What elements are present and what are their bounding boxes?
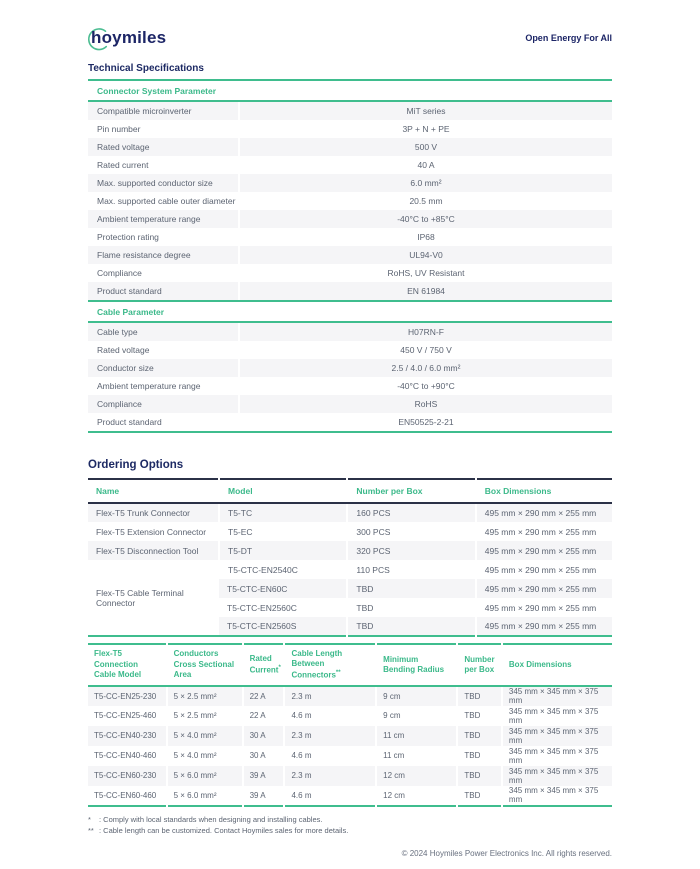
spec-row	[88, 395, 612, 413]
dims-cell: 495 mm × 290 mm × 255 mm	[476, 503, 612, 522]
qty-cell: TBD	[347, 579, 475, 598]
spec-label: Ambient temperature range	[88, 210, 238, 228]
spec-row	[88, 156, 612, 174]
data-cell: 345 mm × 345 mm × 375 mm	[502, 706, 612, 726]
table-row	[88, 746, 612, 766]
spec-value: RoHS, UV Resistant	[387, 268, 465, 278]
footnote-marker: *	[88, 814, 91, 824]
data-cell: 4.6 m	[284, 706, 376, 726]
spec-value: 40 A	[417, 160, 435, 170]
column-header: Flex-T5 Connection Cable Model	[88, 644, 167, 686]
spec-value: IP68	[417, 232, 435, 242]
data-cell: 5 × 4.0 mm²	[167, 726, 243, 746]
qty-cell: 110 PCS	[347, 560, 475, 579]
table-row	[88, 726, 612, 746]
footnote	[88, 814, 612, 826]
model-cell: T5-CTC-EN2540C	[219, 560, 347, 579]
data-cell: TBD	[457, 706, 502, 726]
spec-value: EN50525-2-21	[398, 417, 454, 427]
spec-section	[88, 81, 612, 302]
data-cell: 5 × 2.5 mm²	[167, 686, 243, 706]
footnote-text: : Comply with local standards when designing and installing cables.	[99, 814, 323, 824]
data-cell: 345 mm × 345 mm × 375 mm	[502, 686, 612, 706]
data-cell: 2.3 m	[284, 766, 376, 786]
data-cell: T5-CC-EN25-230	[88, 686, 167, 706]
dims-cell: 495 mm × 290 mm × 255 mm	[476, 617, 612, 636]
data-cell: 5 × 6.0 mm²	[167, 766, 243, 786]
spec-row	[88, 377, 612, 395]
data-cell: TBD	[457, 726, 502, 746]
spec-label: Max. supported cable outer diameter	[97, 196, 236, 206]
spec-section-title: Connector System Parameter	[88, 81, 612, 102]
dims-cell: 495 mm × 290 mm × 255 mm	[476, 598, 612, 617]
data-cell: 345 mm × 345 mm × 375 mm	[502, 726, 612, 746]
data-cell: 345 mm × 345 mm × 375 mm	[502, 766, 612, 786]
qty-cell: 160 PCS	[347, 503, 475, 522]
column-header: Number per Box	[347, 479, 475, 503]
column-header: Name	[88, 479, 219, 503]
spec-value: -40°C to +90°C	[397, 381, 455, 391]
table-row	[88, 560, 612, 579]
data-cell: 22 A	[243, 706, 285, 726]
technical-spec-sections	[88, 81, 612, 433]
data-cell: 9 cm	[376, 706, 457, 726]
model-cell: T5-EC	[219, 522, 347, 541]
model-cell: T5-DT	[219, 541, 347, 560]
data-cell: T5-CC-EN60-230	[88, 766, 167, 786]
table-row	[88, 541, 612, 560]
data-cell: TBD	[457, 766, 502, 786]
data-cell: 39 A	[243, 766, 285, 786]
page-title: Technical Specifications	[88, 63, 612, 81]
column-header: Conductors Cross Sectional Area	[167, 644, 243, 686]
hoymiles-logo	[88, 25, 166, 51]
table-header-row	[88, 479, 612, 503]
spec-row	[88, 282, 612, 300]
spec-value: UL94-V0	[240, 246, 612, 264]
spec-value: 3P + N + PE	[402, 124, 450, 134]
data-cell: T5-CC-EN25-460	[94, 711, 157, 721]
spec-row	[88, 192, 612, 210]
column-header: Number per Box	[457, 644, 502, 686]
data-cell: 12 cm	[376, 786, 457, 806]
spec-label: Max. supported conductor size	[88, 174, 238, 192]
spec-section	[88, 302, 612, 433]
spec-label: Product standard	[97, 417, 162, 427]
data-cell: TBD	[457, 786, 502, 806]
column-header: Rated Current*	[243, 644, 285, 686]
name-cell: Flex-T5 Extension Connector	[96, 526, 207, 537]
data-cell: 5 × 6.0 mm²	[167, 786, 243, 806]
data-cell: 5 × 2.5 mm²	[167, 706, 243, 726]
data-cell: 12 cm	[376, 766, 457, 786]
table-row	[88, 766, 612, 786]
logo-text: hoymiles	[91, 28, 167, 47]
spec-value: 6.0 mm²	[240, 174, 612, 192]
spec-row	[88, 264, 612, 282]
qty-cell: 300 PCS	[347, 522, 475, 541]
spec-row	[88, 228, 612, 246]
data-cell: 345 mm × 345 mm × 375 mm	[502, 786, 612, 806]
spec-label: Compliance	[97, 268, 142, 278]
dims-cell: 495 mm × 290 mm × 255 mm	[476, 579, 612, 598]
connection-cable-table	[88, 643, 612, 807]
spec-value: MiT series	[240, 102, 612, 120]
data-cell: 4.6 m	[284, 746, 376, 766]
spec-label: Conductor size	[88, 359, 238, 377]
qty-cell: TBD	[347, 598, 475, 617]
spec-row	[88, 102, 612, 120]
model-cell: T5-TC	[219, 503, 347, 522]
table-row	[88, 786, 612, 806]
spec-label: Product standard	[88, 282, 238, 300]
model-cell: T5-CTC-EN2560C	[227, 602, 297, 613]
spec-label: Rated voltage	[97, 345, 150, 355]
data-cell: 11 cm	[376, 726, 457, 746]
spec-value: 20.5 mm	[409, 196, 443, 206]
spec-row	[88, 210, 612, 228]
spec-label: Flame resistance degree	[88, 246, 238, 264]
spec-label: Compatible microinverter	[88, 102, 238, 120]
qty-cell: 320 PCS	[347, 541, 475, 560]
dims-cell: 495 mm × 290 mm × 255 mm	[476, 560, 612, 579]
name-cell: Flex-T5 Cable Terminal Connector	[88, 560, 219, 636]
spec-value: 2.5 / 4.0 / 6.0 mm²	[240, 359, 612, 377]
footnote-text: : Cable length can be customized. Contact Hoymiles sales for more details.	[99, 826, 349, 836]
data-cell: 30 A	[243, 746, 285, 766]
data-cell: 345 mm × 345 mm × 375 mm	[502, 746, 612, 766]
footnote-marker: **	[88, 826, 94, 836]
spec-row	[88, 341, 612, 359]
data-cell: 4.6 m	[284, 786, 376, 806]
name-cell: Flex-T5 Disconnection Tool	[88, 541, 219, 560]
data-cell: 2.3 m	[284, 726, 376, 746]
spec-row	[88, 174, 612, 192]
spec-value: EN 61984	[240, 282, 612, 300]
ordering-options-table	[88, 478, 612, 637]
spec-value: 450 V / 750 V	[400, 345, 452, 355]
data-cell: 39 A	[243, 786, 285, 806]
column-header: Cable Length Between Connectors**	[284, 644, 376, 686]
spec-label: Pin number	[97, 124, 141, 134]
column-header: Box Dimensions	[476, 479, 612, 503]
spec-label: Rated current	[97, 160, 149, 170]
spec-row	[88, 359, 612, 377]
spec-row	[88, 246, 612, 264]
spec-value: RoHS	[240, 395, 612, 413]
model-cell: T5-CTC-EN60C	[219, 579, 347, 598]
copyright-footer: © 2024 Hoymiles Power Electronics Inc. All rights reserved.	[401, 849, 612, 859]
table-header-row	[88, 644, 612, 686]
data-cell: TBD	[457, 746, 502, 766]
column-header: Model	[219, 479, 347, 503]
dims-cell: 495 mm × 290 mm × 255 mm	[476, 541, 612, 560]
spec-section-title: Cable Parameter	[88, 302, 612, 323]
data-cell: 22 A	[243, 686, 285, 706]
data-cell: TBD	[457, 686, 502, 706]
spec-label: Rated voltage	[88, 138, 238, 156]
table-row	[88, 522, 612, 541]
footnote-marker: **	[335, 669, 341, 676]
spec-row	[88, 323, 612, 341]
data-cell: T5-CC-EN60-460	[94, 790, 157, 800]
dims-cell: 495 mm × 290 mm × 255 mm	[476, 522, 612, 541]
spec-value: -40°C to +85°C	[240, 210, 612, 228]
data-cell: 5 × 4.0 mm²	[167, 746, 243, 766]
data-cell: 11 cm	[376, 746, 457, 766]
footnotes	[88, 814, 612, 837]
spec-value: H07RN-F	[240, 323, 612, 341]
brand-tagline: Open Energy For All	[525, 33, 612, 43]
spec-value: 500 V	[240, 138, 612, 156]
spec-label: Ambient temperature range	[97, 381, 201, 391]
spec-label: Cable type	[88, 323, 238, 341]
data-cell: 9 cm	[376, 686, 457, 706]
ordering-options-title: Ordering Options	[88, 459, 184, 471]
table-row	[88, 706, 612, 726]
qty-cell: TBD	[347, 617, 475, 636]
page-header	[88, 25, 612, 51]
data-cell: 2.3 m	[284, 686, 376, 706]
data-cell: T5-CC-EN40-230	[88, 726, 167, 746]
table-row	[88, 503, 612, 522]
spec-label: Protection rating	[97, 232, 159, 242]
footnote	[88, 825, 612, 837]
table-row	[88, 686, 612, 706]
spec-row	[88, 120, 612, 138]
spec-label: Compliance	[88, 395, 238, 413]
column-header: Minimum Bending Radius	[376, 644, 457, 686]
data-cell: 30 A	[243, 726, 285, 746]
footnote-marker: *	[278, 664, 281, 671]
model-cell: T5-CTC-EN2560S	[219, 617, 347, 636]
column-header: Box Dimensions	[502, 644, 612, 686]
spec-row	[88, 413, 612, 431]
data-cell: T5-CC-EN40-460	[94, 751, 157, 761]
spec-row	[88, 138, 612, 156]
name-cell: Flex-T5 Trunk Connector	[88, 503, 219, 522]
